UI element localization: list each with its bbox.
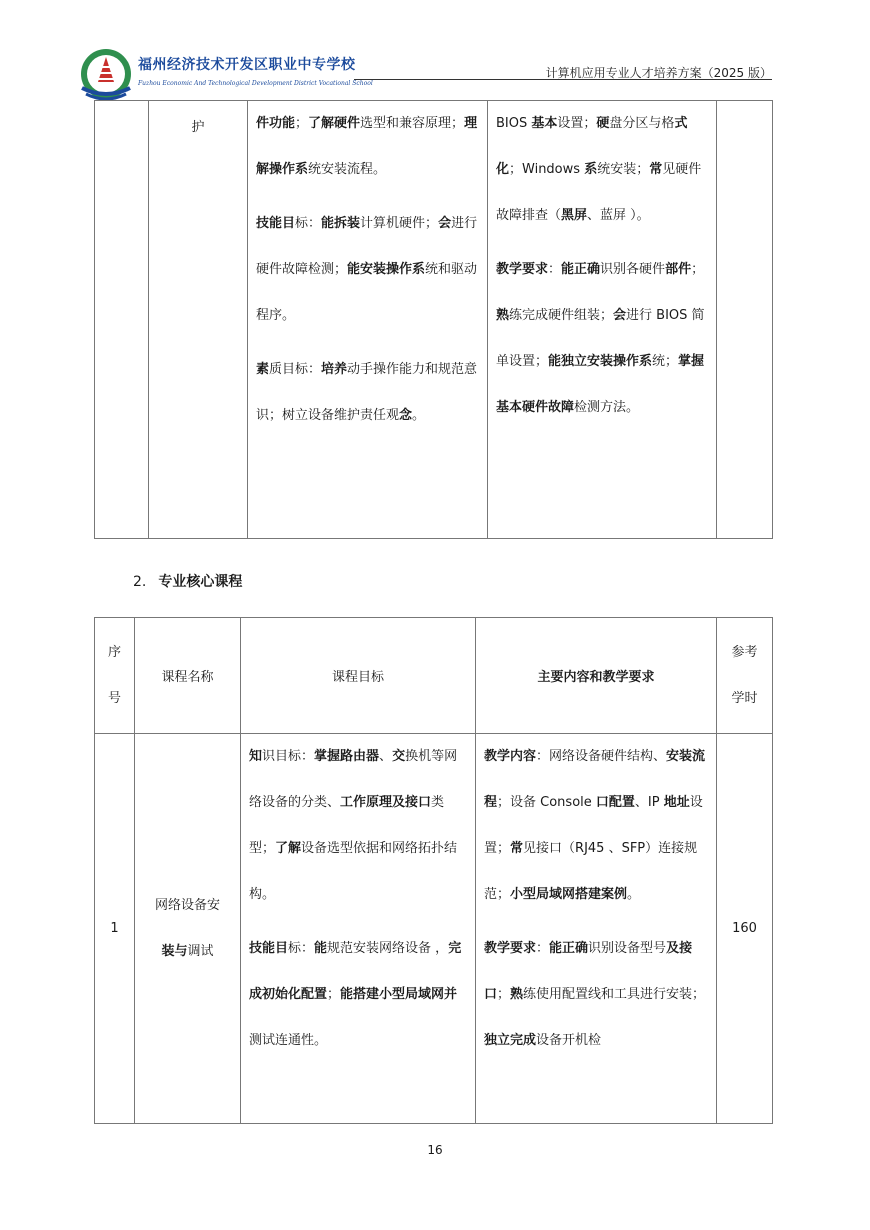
- text-run: 能正确: [549, 941, 589, 956]
- text-run: 教学要求: [496, 262, 549, 277]
- text-run: 标：: [295, 216, 322, 231]
- table-row: [95, 734, 773, 1124]
- text-run: 了解硬件: [308, 116, 361, 131]
- seq-cell: [95, 101, 149, 539]
- header-hours: 参考学时: [717, 618, 773, 734]
- course-name-cell: 护: [149, 101, 248, 539]
- text-run: 熟: [510, 987, 524, 1002]
- text-run: ；: [497, 987, 511, 1002]
- text-run: 念: [399, 408, 413, 423]
- text-run: 能: [314, 941, 328, 956]
- text-run: 熟: [496, 308, 510, 323]
- text-run: 网络设备安: [154, 897, 220, 913]
- course-table-continued: [94, 100, 773, 539]
- text-run: 检测方法。: [574, 400, 640, 415]
- seq-cell: 1: [95, 734, 135, 1124]
- course-content-cell: [476, 734, 717, 1124]
- text-run: 设置；: [557, 116, 597, 131]
- text-run: 标：: [288, 941, 315, 956]
- text-run: 能独立安装操作系: [548, 354, 653, 369]
- text-run: 硬: [596, 116, 610, 131]
- course-goal-cell: [248, 101, 488, 539]
- paragraph: [496, 101, 708, 239]
- text-run: 设备开机检: [536, 1033, 602, 1048]
- text-run: 件功能: [256, 116, 296, 131]
- text-run: 设置；: [484, 795, 703, 856]
- paragraph: [256, 201, 479, 339]
- text-run: 技能目: [256, 216, 296, 231]
- course-content-cell: [488, 101, 717, 539]
- text-run: 掌握基本硬件故障: [496, 354, 705, 415]
- table-header-row: [95, 618, 773, 734]
- text-run: 、: [379, 749, 393, 764]
- text-run: 素: [256, 362, 270, 377]
- text-run: ；: [295, 116, 309, 131]
- text-run: 调试: [187, 943, 214, 959]
- text-run: 测试连通性。: [249, 1033, 328, 1048]
- document-title: 计算机应用专业人才培养方案（2025 版）: [545, 66, 772, 80]
- text-run: 掌握路由器: [314, 749, 380, 764]
- text-run: 交: [392, 749, 406, 764]
- section-heading: [133, 571, 242, 591]
- text-run: 换机等网络设备的分类、: [249, 749, 458, 810]
- text-run: 进行 BIOS 简单设置；: [496, 308, 705, 369]
- text-run: 。: [627, 887, 641, 902]
- text-run: 能安装操作系: [347, 262, 426, 277]
- text-run: ；: [691, 262, 705, 277]
- text-run: 系: [584, 162, 598, 177]
- text-run: 练使用配置线和工具进行安装；: [523, 987, 706, 1002]
- text-run: 独立完成: [484, 1033, 537, 1048]
- paragraph: [249, 734, 467, 918]
- text-run: 见硬件故障排查（: [496, 162, 702, 223]
- header-course-goal: 课程目标: [241, 618, 476, 734]
- text-run: ；: [327, 987, 341, 1002]
- text-run: 统；: [652, 354, 679, 369]
- text-run: 。: [412, 408, 426, 423]
- hours-cell: 160: [717, 734, 773, 1124]
- text-run: 及接口: [484, 941, 693, 1002]
- text-run: 理解操作系: [256, 116, 478, 177]
- school-name-en: Fuzhou Economic And Technological Development District Vocational School: [138, 80, 373, 87]
- course-name-cell: [135, 734, 241, 1124]
- text-run: 会: [438, 216, 452, 231]
- text-run: 动手操作能力和规范意识；树立设备维护责任观: [256, 362, 478, 423]
- text-run: ；设备 Console: [497, 795, 596, 810]
- page-number: 16: [427, 1143, 443, 1157]
- text-run: 地址: [663, 795, 690, 810]
- text-run: 见接口（RJ45 、SFP）连接规范；: [484, 841, 698, 902]
- text-run: 完成初始化配置: [249, 941, 462, 1002]
- paragraph: [249, 926, 467, 1064]
- text-run: ：: [536, 941, 550, 956]
- text-run: 统安装流程。: [308, 162, 387, 177]
- text-run: 统和驱动程序。: [256, 262, 478, 323]
- text-run: 装与: [161, 943, 188, 959]
- text-run: 质目标：: [269, 362, 322, 377]
- course-goal-cell: [241, 734, 476, 1124]
- text-run: 基本: [531, 116, 558, 131]
- paragraph: [496, 247, 708, 431]
- header-seq: 序号: [95, 618, 135, 734]
- text-run: 盘分区与格: [609, 116, 675, 131]
- text-run: 常: [649, 162, 663, 177]
- text-run: 知: [249, 749, 263, 764]
- text-run: 口配置: [595, 795, 635, 810]
- text-run: 、蓝屏 ）。: [587, 208, 650, 223]
- text-run: 能正确: [561, 262, 601, 277]
- text-run: 识目标：: [262, 749, 315, 764]
- text-run: 、IP: [634, 795, 664, 810]
- text-run: 统安装；: [597, 162, 650, 177]
- text-run: 计算机硬件；: [360, 216, 439, 231]
- page-header: [78, 40, 772, 100]
- text-run: 式化: [496, 116, 688, 177]
- text-run: ；Windows: [509, 162, 585, 177]
- paragraph: [484, 734, 708, 918]
- table-row: [95, 101, 773, 539]
- text-run: 类型；: [249, 795, 445, 856]
- header-content: 主要内容和教学要求: [476, 618, 717, 734]
- text-run: 培养: [321, 362, 348, 377]
- text-run: 黑屏: [561, 208, 588, 223]
- header-course-name: 课程名称: [135, 618, 241, 734]
- text-run: 规范安装网络设备 ，: [327, 941, 449, 956]
- text-run: 识别各硬件: [600, 262, 666, 277]
- text-run: ：: [548, 262, 562, 277]
- header-divider: [354, 79, 772, 80]
- text-run: 安装流程: [484, 749, 706, 810]
- text-run: 能搭建小型局域网并: [340, 987, 458, 1002]
- text-run: 能拆装: [321, 216, 361, 231]
- core-course-table: [94, 617, 773, 1124]
- text-run: 教学要求: [484, 941, 537, 956]
- text-run: 小型局域网搭建案例: [510, 887, 628, 902]
- section-number: 2.: [133, 574, 147, 590]
- text-run: 会: [613, 308, 627, 323]
- section-title: 专业核心课程: [158, 574, 243, 590]
- text-run: 了解: [275, 841, 302, 856]
- text-run: 设备选型依据和网络拓扑结构。: [249, 841, 458, 902]
- text-run: 常: [510, 841, 524, 856]
- text-run: 教学内容: [484, 749, 537, 764]
- text-run: 选型和兼容原理；: [360, 116, 465, 131]
- text-run: BIOS: [496, 116, 532, 131]
- text-run: 技能目: [249, 941, 289, 956]
- school-name-cn: 福州经济技术开发区职业中专学校: [138, 57, 356, 73]
- text-run: 工作原理及接口: [340, 795, 432, 810]
- text-run: 练完成硬件组装；: [509, 308, 614, 323]
- paragraph: [256, 347, 479, 439]
- text-run: 进行硬件故障检测；: [256, 216, 478, 277]
- text-run: 部件: [665, 262, 692, 277]
- paragraph: [484, 926, 708, 1064]
- text-run: ：网络设备硬件结构、: [536, 749, 667, 764]
- text-run: 识别设备型号: [588, 941, 667, 956]
- school-logo-icon: [78, 48, 134, 102]
- paragraph: [256, 101, 479, 193]
- hours-cell: [717, 101, 773, 539]
